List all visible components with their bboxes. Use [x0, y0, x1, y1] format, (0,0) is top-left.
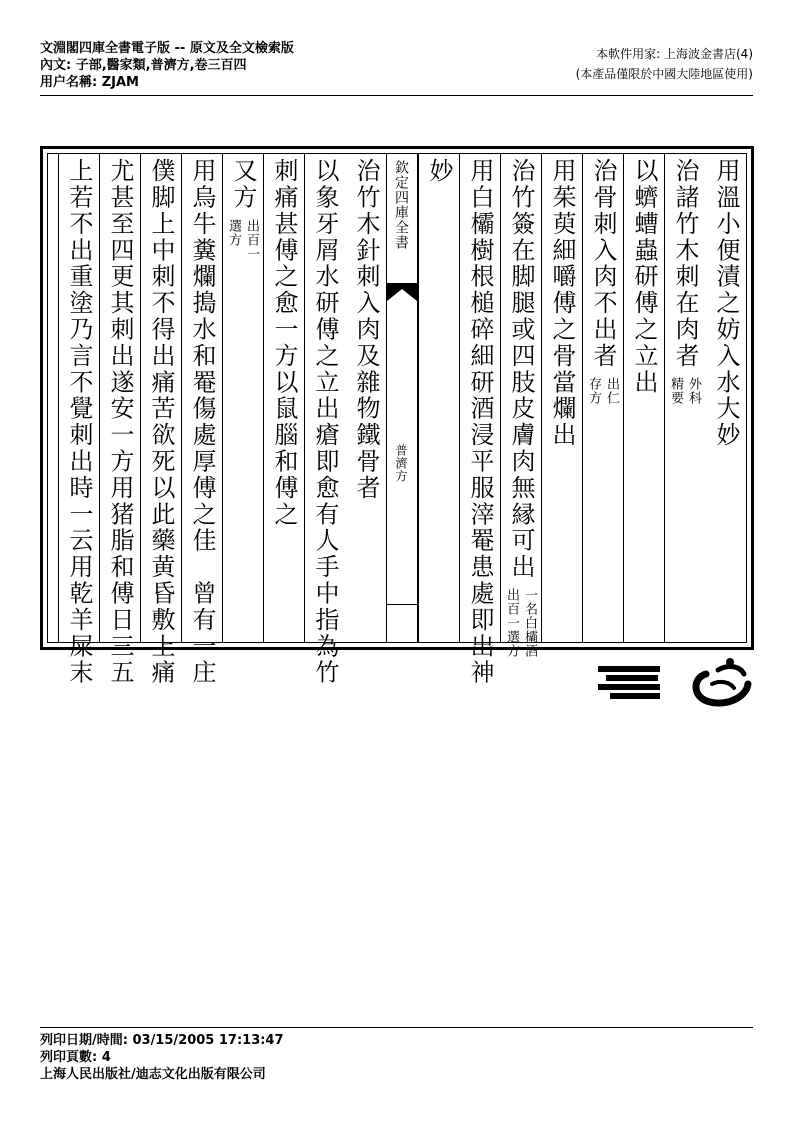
publisher: 上海人民出版社/迪志文化出版有限公司	[40, 1067, 266, 1082]
text-area	[47, 153, 747, 686]
column-text: 用溫小便漬之妨入水大妙	[712, 158, 740, 449]
column-text: 用茱萸細嚼傅之骨當爛出	[548, 158, 576, 449]
column-text: 用白欛樹根槌碎細研酒浸平服滓罨患處即出神	[466, 158, 494, 686]
print-datetime: 列印日期/時間: 03/15/2005 17:13:47	[40, 1033, 284, 1048]
column-text: 刺痛甚傅之愈一方以鼠腦和傅之	[270, 158, 298, 528]
text-column	[582, 154, 623, 642]
column-text: 治諸竹木刺在肉者	[671, 158, 699, 370]
brush-circle-logo-icon	[696, 658, 748, 703]
annotation-left: 存方	[586, 377, 601, 406]
column-text: 治竹簽在脚腿或四肢皮膚肉無縁可出	[507, 158, 535, 581]
fishtail-mark	[387, 283, 417, 301]
column-text: 上若不出重塗乃言不覺刺出時一云用乾羊屎末	[65, 158, 93, 686]
text-column	[181, 154, 222, 686]
page-frame	[40, 146, 754, 686]
text-column	[623, 154, 664, 642]
column-text: 用烏牛糞爛搗水和罨傷處厚傅之佳 曾有一庄	[188, 158, 216, 686]
stripes-logo-icon	[598, 666, 660, 699]
banner-column	[386, 154, 418, 642]
text-column	[304, 154, 345, 686]
text-column	[58, 154, 99, 686]
text-column	[664, 154, 705, 642]
banner-title: 欽定四庫全書	[393, 160, 409, 250]
annotation-left: 選方	[226, 218, 241, 247]
text-column	[418, 154, 459, 642]
header-right	[576, 44, 753, 84]
footer-rule	[40, 1027, 753, 1028]
column-text: 以象牙屑水研傅之立出瘡即愈有人手中指為竹	[311, 158, 339, 686]
licensee: 本軟件用家: 上海波金書店(4)	[596, 47, 753, 61]
user-name: 用户名稱: ZJAM	[40, 75, 139, 90]
annotation-right: 出百一	[244, 218, 259, 261]
text-column	[459, 154, 500, 686]
text-column	[222, 154, 263, 642]
annotation-right: 外科	[686, 377, 701, 406]
column-text: 治骨刺入肉不出者	[589, 158, 617, 370]
column-text: 妙	[425, 158, 453, 185]
annotation-left: 出百一選方	[504, 588, 519, 659]
text-column	[263, 154, 304, 642]
column-text: 治竹木針刺入肉及雜物鐵骨者	[352, 158, 380, 502]
text-column	[345, 154, 386, 642]
banner-divider	[387, 604, 417, 605]
text-column	[500, 154, 541, 659]
column-text: 尤甚至四更其刺出遂安一方用猪脂和傅日三五	[106, 158, 134, 686]
footer	[40, 1032, 284, 1083]
annotation-left: 精要	[668, 377, 683, 406]
column-text: 以蠐螬蟲研傅之立出	[630, 158, 658, 396]
print-pages: 列印頁數: 4	[40, 1050, 111, 1065]
annotation-right: 一名白欛酒	[522, 588, 537, 659]
banner-book-title: 普濟方	[394, 444, 408, 483]
publisher-logo	[596, 654, 756, 710]
text-column	[705, 154, 746, 642]
text-column	[99, 154, 140, 686]
edition-title: 文淵閣四庫全書電子版 -- 原文及全文檢索版	[40, 41, 294, 56]
text-column	[541, 154, 582, 642]
content-path: 內文: 子部,醫家類,普濟方,卷三百四	[40, 58, 247, 73]
text-column	[140, 154, 181, 686]
header-rule	[40, 95, 753, 96]
column-text: 又方	[229, 158, 257, 211]
header-left	[40, 40, 294, 91]
region-notice: (本產品僅限於中國大陸地區使用)	[575, 67, 753, 81]
column-text: 僕脚上中刺不得出痛苦欲死以此藥黄昏敷上痛	[147, 158, 175, 686]
annotation-right: 出仁	[604, 377, 619, 406]
